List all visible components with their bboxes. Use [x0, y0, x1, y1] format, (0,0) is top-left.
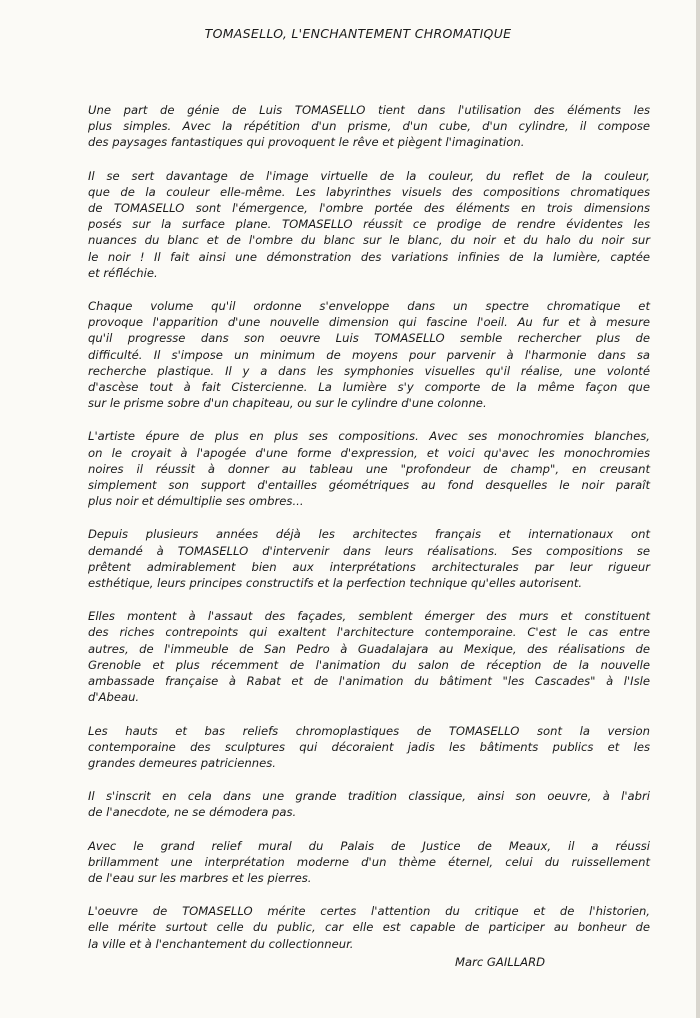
text-line: Il se sert davantage de l'image virtuelle de la couleur, du reflet de la couleur,: [88, 168, 650, 183]
text-line: qu'il progresse dans son oeuvre Luis TOMASELLO semble rechercher plus de: [88, 331, 650, 346]
text-line: la ville et à l'enchantement du collectionneur.: [88, 936, 354, 951]
text-line: plus noir et démultiplie ses ombres...: [88, 494, 304, 509]
text-line: noires il réussit à donner au tableau une "profondeur de champ", en creusant: [88, 461, 650, 476]
text-line: grandes demeures patriciennes.: [88, 755, 276, 770]
text-line: de l'anecdote, ne se démodera pas.: [88, 805, 297, 820]
paragraph: [88, 903, 650, 952]
text-line: et réfléchie.: [88, 265, 158, 280]
text-line: Les hauts et bas reliefs chromoplastiques de TOMASELLO sont la version: [88, 723, 650, 738]
text-line: d'Abeau.: [88, 690, 140, 705]
paragraph: [88, 428, 650, 509]
text-line: sur le prisme sobre d'un chapiteau, ou sur le cylindre d'une colonne.: [88, 396, 487, 411]
text-line: elle mérite surtout celle du public, car elle est capable de participer au bonheur de: [88, 920, 650, 935]
paragraph: [88, 526, 650, 591]
text-line: L'oeuvre de TOMASELLO mérite certes l'attention du critique et de l'historien,: [88, 904, 650, 919]
text-line: posés sur la surface plane. TOMASELLO réussit ce prodige de rendre évidentes les: [88, 217, 650, 232]
paragraph: [88, 298, 650, 411]
paragraph: [88, 838, 650, 887]
paragraph: [88, 168, 650, 281]
text-line: recherche plastique. Il y a dans les symphonies visuelles qu'il réalise, une volonté: [88, 363, 650, 378]
text-line: prêtent admirablement bien aux interprétations architecturales par leur rigueur: [88, 559, 650, 574]
paragraph: [88, 608, 650, 705]
text-line: esthétique, leurs principes constructifs et la perfection technique qu'elles autorisent.: [88, 576, 583, 591]
text-line: brillamment une interprétation moderne d'un thème éternel, celui du ruissellement: [88, 854, 650, 869]
text-line: que de la couleur elle-même. Les labyrinthes visuels des compositions chromatiques: [88, 184, 650, 199]
text-line: L'artiste épure de plus en plus ses compositions. Avec ses monochromies blanches,: [88, 429, 650, 444]
text-line: contemporaine des sculptures qui décoraient jadis les bâtiments publics et les: [88, 739, 650, 754]
text-line: on le croyait à l'apogée d'une forme d'expression, et voici qu'avec les monochromies: [88, 445, 650, 460]
text-line: provoque l'apparition d'une nouvelle dimension qui fascine l'oeil. Au fur et à mesure: [88, 315, 650, 330]
text-line: Elles montent à l'assaut des façades, semblent émerger des murs et constituent: [88, 609, 650, 624]
text-line: Avec le grand relief mural du Palais de Justice de Meaux, il a réussi: [88, 838, 650, 853]
text-line: difficulté. Il s'impose un minimum de moyens pour parvenir à l'harmonie dans sa: [88, 347, 650, 362]
text-line: autres, de l'immeuble de San Pedro à Guadalajara au Mexique, des réalisations de: [88, 641, 650, 656]
text-line: demandé à TOMASELLO d'intervenir dans leurs réalisations. Ses compositions se: [88, 543, 650, 558]
text-line: Chaque volume qu'il ordonne s'enveloppe dans un spectre chromatique et: [88, 299, 650, 314]
text-line: de l'eau sur les marbres et les pierres.: [88, 870, 312, 885]
text-line: Une part de génie de Luis TOMASELLO tient dans l'utilisation des éléments les: [88, 103, 650, 117]
document-title: TOMASELLO, L'ENCHANTEMENT CHROMATIQUE: [204, 26, 512, 41]
text-line: des riches contrepoints qui exaltent l'architecture contemporaine. C'est le cas entre: [88, 625, 650, 640]
paragraph: [88, 723, 650, 772]
author-signature: Marc GAILLARD: [455, 955, 546, 969]
paragraph: [88, 102, 650, 151]
text-line: le noir ! Il fait ainsi une démonstration des variations infinies de la lumière, captée: [88, 249, 650, 264]
text-line: nuances du blanc et de l'ombre du blanc sur le blanc, du noir et du halo du noir sur: [88, 233, 650, 248]
text-line: ambassade française à Rabat et de l'animation du bâtiment "les Cascades" à l'Isle: [88, 674, 650, 689]
text-line: simplement son support d'entailles géométriques au fond desquelles le noir paraît: [88, 478, 650, 493]
text-line: Grenoble et plus récemment de l'animation du salon de réception de la nouvelle: [88, 657, 650, 672]
text-line: d'ascèse tout à fait Cistercienne. La lumière s'y comporte de la même façon que: [88, 380, 650, 395]
paragraph: [88, 788, 650, 820]
text-line: des paysages fantastiques qui provoquent le rêve et piègent l'imagination.: [88, 135, 525, 150]
text-line: plus simples. Avec la répétition d'un prisme, d'un cube, d'un cylindre, il compose: [88, 119, 650, 134]
document-body: [88, 102, 650, 969]
text-line: de TOMASELLO sont l'émergence, l'ombre portée des éléments en trois dimensions: [88, 201, 650, 216]
text-line: Il s'inscrit en cela dans une grande tradition classique, ainsi son oeuvre, à l'abri: [88, 789, 650, 804]
text-line: Depuis plusieurs années déjà les architectes français et internationaux ont: [88, 527, 650, 542]
